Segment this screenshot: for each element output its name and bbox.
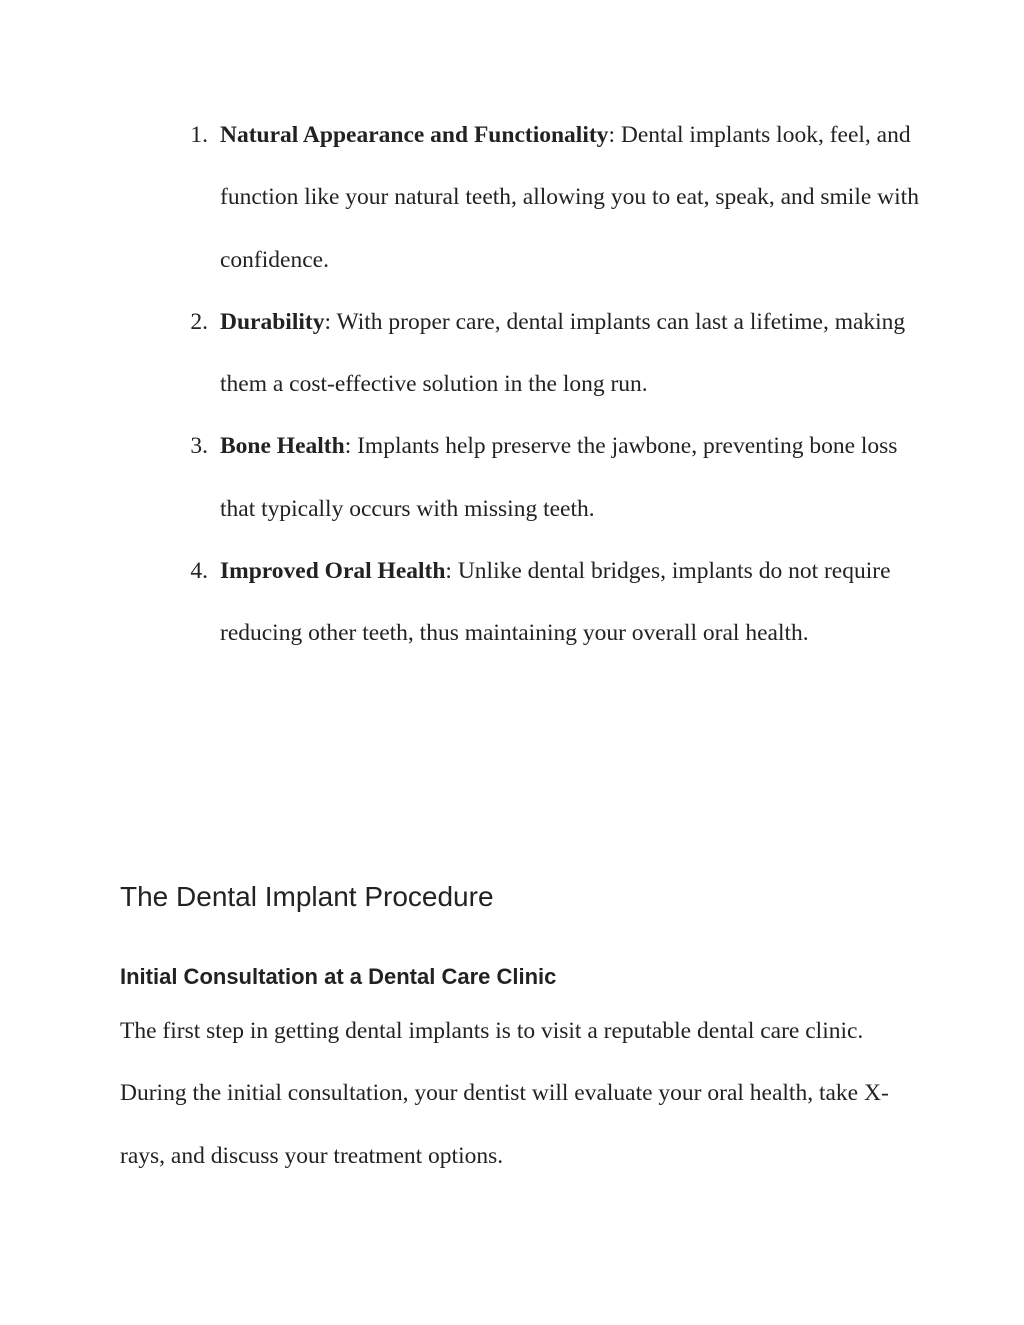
- benefits-list: [120, 104, 920, 665]
- list-item-term: Durability: [220, 308, 325, 335]
- list-item: [120, 291, 920, 416]
- list-item: [120, 104, 920, 291]
- list-item-term: Natural Appearance and Functionality: [220, 122, 609, 148]
- section-heading: The Dental Implant Procedure: [120, 881, 494, 912]
- list-item-description: Implants help preserve the jawbone, preventing bone loss that typically occurs with missing teeth.: [220, 433, 898, 522]
- list-item: [120, 415, 920, 540]
- list-item-number: 3.: [190, 433, 208, 460]
- list-item-description: With proper care, dental implants can last a lifetime, making them a cost-effective solution in the long run.: [220, 308, 906, 398]
- list-item-term: Bone Health: [220, 433, 345, 460]
- list-item-number: 4.: [190, 558, 208, 585]
- list-item-number: 1.: [190, 122, 208, 148]
- list-item-separator: :: [445, 558, 452, 585]
- list-item-separator: :: [344, 433, 352, 460]
- list-item: [120, 540, 920, 665]
- body-paragraph: The first step in getting dental implants is to visit a reputable dental care clinic. During the initial consultation, your dentist will evaluate your oral health, take X-rays, and discuss your treatment options.: [120, 1018, 889, 1169]
- list-item-separator: :: [608, 122, 615, 148]
- list-item-description: Unlike dental bridges, implants do not require reducing other teeth, thus maintaining your overall oral health.: [220, 558, 891, 647]
- list-item-separator: :: [324, 308, 331, 335]
- list-item-term: Improved Oral Health: [220, 558, 446, 585]
- subsection-heading: Initial Consultation at a Dental Care Clinic: [120, 964, 557, 989]
- list-item-number: 2.: [190, 308, 208, 335]
- list-item-description: Dental implants look, feel, and function like your natural teeth, allowing you to eat, speak, and smile with confidence.: [220, 122, 919, 273]
